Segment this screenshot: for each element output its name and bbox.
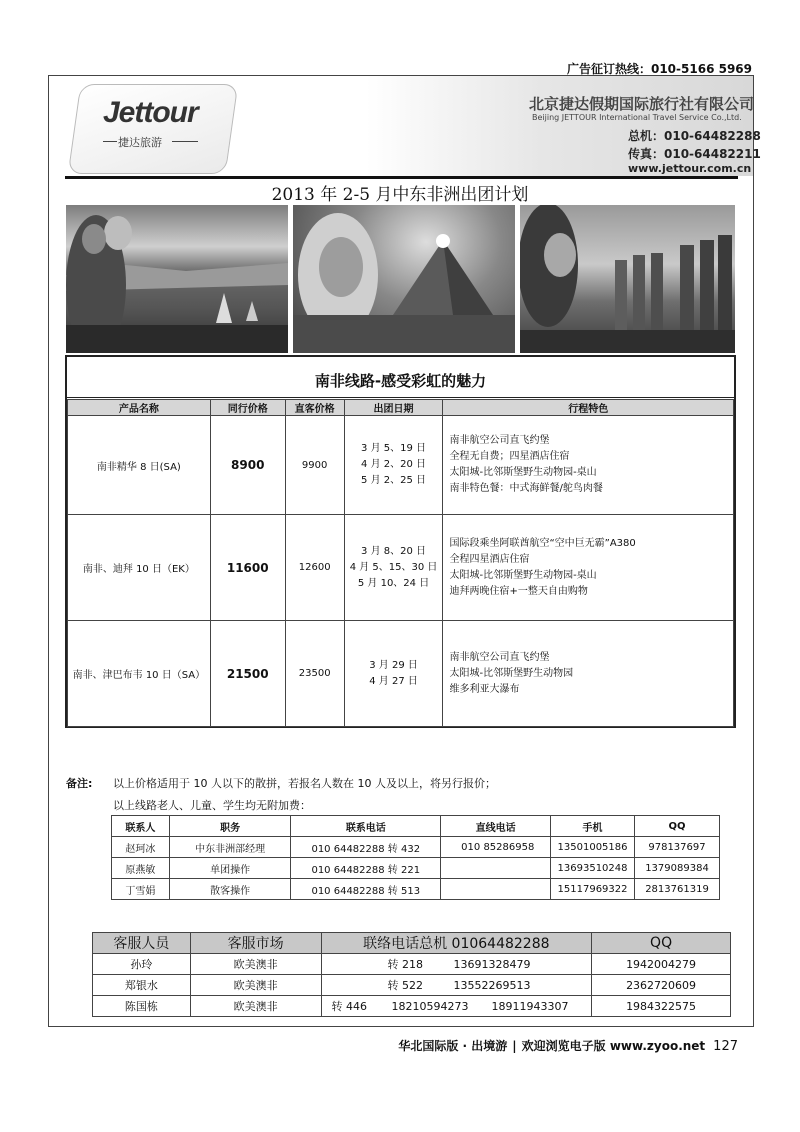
contacts-table [111, 815, 720, 900]
phone-ext: 转 446 [331, 1000, 367, 1013]
phone-mobile: 18210594273 [391, 1000, 469, 1013]
contact-name: 原燕敏 [112, 858, 170, 879]
header-divider [65, 176, 738, 179]
contact-mobile: 13501005186 [551, 837, 635, 858]
logo-rule [103, 141, 117, 142]
route-divider [67, 397, 734, 398]
trade-price: 21500 [210, 621, 285, 727]
col-header-dates: 出团日期 [344, 400, 443, 416]
col-header-mobile: 手机 [551, 816, 635, 837]
staff-market: 欧美澳非 [190, 996, 321, 1017]
col-header-features: 行程特色 [443, 400, 734, 416]
col-header-qq: QQ [635, 816, 720, 837]
table-row [68, 416, 734, 515]
page-footer [398, 1037, 738, 1054]
contact-name: 丁雪娟 [112, 879, 170, 900]
col-header-market: 客服市场 [190, 933, 321, 954]
product-name: 南非、津巴布韦 10 日（SA） [68, 621, 211, 727]
staff-market: 欧美澳非 [190, 975, 321, 996]
logo-text: Jettour [103, 96, 198, 129]
table-row [93, 954, 731, 975]
col-header-staff: 客服人员 [93, 933, 191, 954]
page-number: 127 [713, 1039, 738, 1054]
company-name-cn: 北京捷达假期国际旅行社有限公司 [529, 95, 755, 113]
feature-line: 南非航空公司直飞约堡 [449, 435, 550, 446]
company-name-en: Beijing JETTOUR International Travel Service Co.,Ltd. [532, 113, 742, 122]
date-line: 3 月 5、19 日 [361, 443, 427, 454]
staff-qq: 1984322575 [592, 996, 731, 1017]
feature-line: 全程无自费；四星酒店住宿 [449, 451, 570, 462]
retail-price: 12600 [285, 515, 344, 621]
contact-title: 散客操作 [169, 879, 291, 900]
date-line: 3 月 8、20 日 [361, 545, 427, 557]
feature-line: 太阳城-比邻斯堡野生动物园 [449, 667, 574, 679]
feature-line: 南非特色餐：中式海鲜餐/鸵鸟肉餐 [449, 483, 603, 494]
staff-name: 孙玲 [93, 954, 191, 975]
feature-line: 迪拜两晚住宿+一整天自由购物 [449, 585, 588, 597]
feature-line: 太阳城-比邻斯堡野生动物园-桌山 [449, 467, 597, 478]
table-row [93, 996, 731, 1017]
retail-price: 23500 [285, 621, 344, 727]
departure-dates [344, 621, 443, 727]
feature-line: 维多利亚大瀑布 [449, 683, 520, 695]
table-row [112, 837, 720, 858]
contact-mobile: 15117969322 [551, 879, 635, 900]
service-table [92, 932, 731, 1017]
staff-phone [321, 996, 592, 1017]
note-line: 以上价格适用于 10 人以下的散拼，若报名人数在 10 人及以上，将另行报价； [113, 777, 496, 790]
phone-ext: 转 218 [387, 958, 423, 971]
photo-temple-columns-art [520, 205, 735, 353]
staff-name: 郑银水 [93, 975, 191, 996]
contact-mobile: 13693510248 [551, 858, 635, 879]
retail-price: 9900 [285, 416, 344, 515]
note-line: 以上线路老人、儿童、学生均无附加费： [113, 799, 311, 812]
col-header-switchboard: 联络电话总机 01064482288 [321, 933, 592, 954]
contact-direct: 010 85286958 [441, 837, 551, 858]
footer-separator: | [512, 1039, 517, 1053]
trade-price: 8900 [210, 416, 285, 515]
ad-hotline: 广告征订热线：010-5166 5969 [566, 62, 752, 76]
staff-qq: 1942004279 [592, 954, 731, 975]
phone-ext: 转 522 [387, 979, 423, 992]
staff-market: 欧美澳非 [190, 954, 321, 975]
table-row [93, 975, 731, 996]
page-title: 2013 年 2-5 月中东非洲出团计划 [271, 185, 529, 205]
contact-direct [441, 858, 551, 879]
contact-phone: 010 64482288 转 221 [291, 858, 441, 879]
feature-line: 全程四星酒店住宿 [449, 553, 530, 565]
contacts-header-row [112, 816, 720, 837]
date-line: 3 月 29 日 [369, 659, 418, 671]
col-header-contact: 联系人 [112, 816, 170, 837]
staff-phone [321, 954, 592, 975]
col-header-product: 产品名称 [68, 400, 211, 416]
contact-qq: 978137697 [635, 837, 720, 858]
date-line: 5 月 2、25 日 [361, 475, 427, 486]
company-website: www.jettour.com.cn [628, 162, 752, 175]
photo-couple-harbor [66, 205, 288, 353]
col-header-phone: 联系电话 [291, 816, 441, 837]
table-row [68, 621, 734, 727]
product-name: 南非精华 8 日(SA) [68, 416, 211, 515]
contact-phone: 010 64482288 转 513 [291, 879, 441, 900]
photo-temple-columns [520, 205, 735, 353]
company-fax: 传真：010-64482211 [628, 147, 761, 161]
contact-title: 单团操作 [169, 858, 291, 879]
itinerary-table [67, 399, 734, 727]
date-line: 4 月 27 日 [369, 675, 418, 687]
feature-line: 国际段乘坐阿联酋航空“空中巨无霸”A380 [449, 537, 636, 549]
photo-couple-harbor-art [66, 205, 288, 353]
table-row [112, 858, 720, 879]
photo-pyramid [293, 205, 515, 353]
contact-name: 赵珂冰 [112, 837, 170, 858]
contact-direct [441, 879, 551, 900]
photo-pyramid-art [293, 205, 515, 353]
itinerary-features [443, 515, 734, 621]
staff-qq: 2362720609 [592, 975, 731, 996]
date-line: 4 月 5、15、30 日 [349, 561, 438, 573]
route-title: 南非线路-感受彩虹的魅力 [314, 372, 487, 390]
table-header-row [68, 400, 734, 416]
contact-title: 中东非洲部经理 [169, 837, 291, 858]
feature-line: 南非航空公司直飞约堡 [449, 651, 550, 663]
col-header-direct: 直线电话 [441, 816, 551, 837]
date-line: 4 月 2、20 日 [361, 459, 427, 470]
staff-name: 陈国栋 [93, 996, 191, 1017]
contact-qq: 1379089384 [635, 858, 720, 879]
feature-line: 太阳城-比邻斯堡野生动物园-桌山 [449, 569, 597, 581]
col-header-trade-price: 同行价格 [210, 400, 285, 416]
col-header-retail-price: 直客价格 [285, 400, 344, 416]
table-row [112, 879, 720, 900]
contact-phone: 010 64482288 转 432 [291, 837, 441, 858]
phone-mobile: 13552269513 [453, 979, 531, 992]
logo-subtitle: 捷达旅游 [118, 136, 162, 149]
company-tel: 总机：010-64482288 [628, 129, 761, 143]
col-header-title: 职务 [169, 816, 291, 837]
col-header-qq: QQ [592, 933, 731, 954]
staff-phone [321, 975, 592, 996]
footer-slogan: 欢迎浏览电子版 www.zyoo.net [521, 1039, 706, 1053]
itinerary-features [443, 621, 734, 727]
table-row [68, 515, 734, 621]
notes-label: 备注: [66, 777, 93, 790]
product-name: 南非、迪拜 10 日（EK） [68, 515, 211, 621]
phone-mobile: 13691328479 [453, 958, 531, 971]
departure-dates [344, 515, 443, 621]
footer-publication: 华北国际版 · 出境游 [398, 1039, 508, 1053]
itinerary-features [443, 416, 734, 515]
trade-price: 11600 [210, 515, 285, 621]
service-header-row [93, 933, 731, 954]
date-line: 5 月 10、24 日 [357, 577, 430, 589]
logo-rule [172, 141, 198, 142]
departure-dates [344, 416, 443, 515]
phone-mobile-2: 18911943307 [491, 1000, 569, 1013]
contact-qq: 2813761319 [635, 879, 720, 900]
